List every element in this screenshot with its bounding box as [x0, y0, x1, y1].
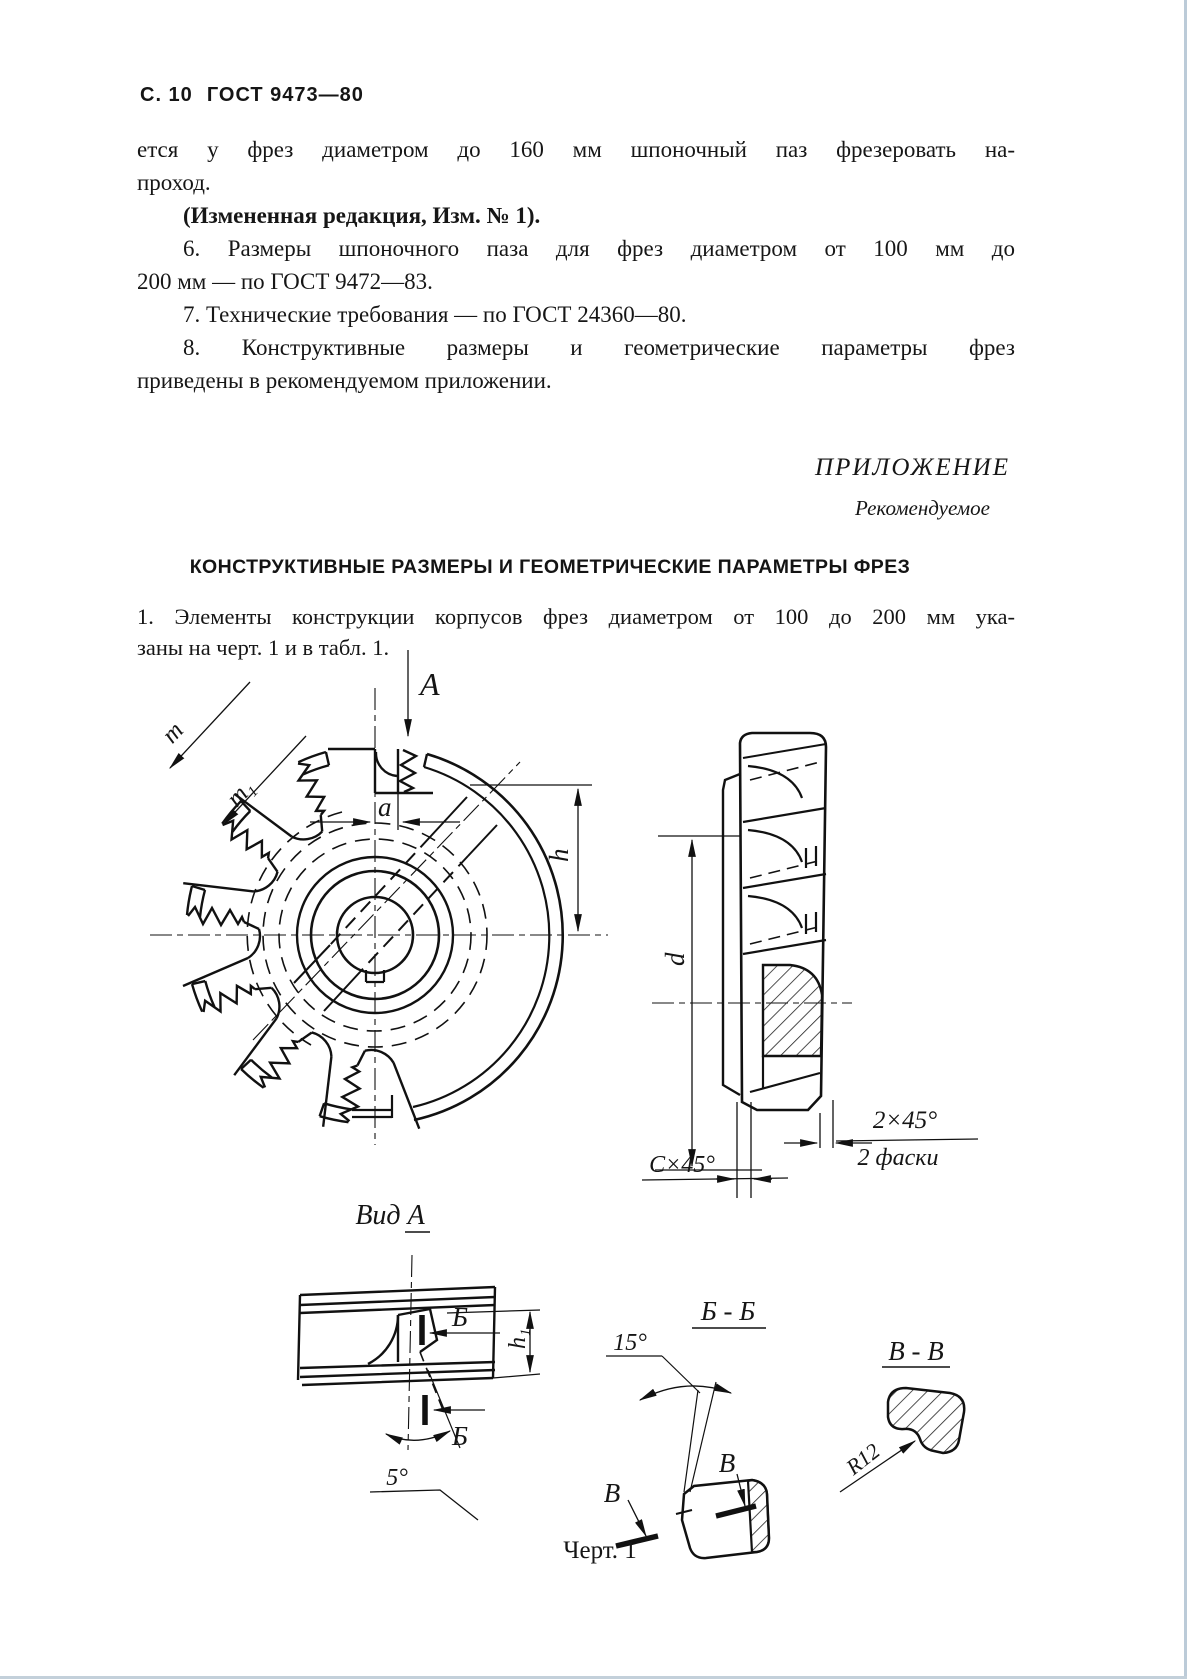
intro-line: 1. Элементы конструкции корпусов фрез диаметром от 100 до 200 мм ука- — [137, 604, 1015, 629]
appendix-subtitle: Рекомендуемое — [855, 496, 990, 520]
figure-caption: Черт. 1 — [563, 1537, 637, 1564]
section-bb-title: Б - Б — [700, 1296, 756, 1326]
appendix-title: ПРИЛОЖЕНИЕ — [815, 454, 1010, 481]
tooth-depth-label: h — [544, 848, 574, 862]
section-bb — [603, 1328, 769, 1558]
body-line: 8. Конструктивные размеры и геометрические параметры фрез — [183, 335, 1015, 360]
view-a — [298, 1232, 540, 1520]
amendment-note: (Измененная редакция, Изм. № 1). — [183, 203, 541, 228]
figure-chert-1 — [0, 640, 1187, 1600]
section-vv-title: В - В — [888, 1336, 944, 1366]
section-b-mark: Б — [452, 1302, 468, 1332]
chamfer-right-label: 2×45° — [872, 1107, 938, 1134]
pitch-label: m — [156, 716, 190, 749]
view-a-title: Вид А — [355, 1200, 425, 1231]
side-view — [652, 733, 852, 1110]
body-line: 7. Технические требования — по ГОСТ 24360—80. — [183, 302, 687, 327]
angle5-label: 5° — [386, 1465, 408, 1491]
section-heading: КОНСТРУКТИВНЫЕ РАЗМЕРЫ И ГЕОМЕТРИЧЕСКИЕ ПАРАМЕТРЫ ФРЕЗ — [189, 556, 911, 578]
body-line: 6. Размеры шпоночного паза для фрез диаметром от 100 мм до — [183, 236, 1015, 261]
section-v-mark: В — [718, 1448, 736, 1478]
chamfer-left-label: С×45° — [649, 1152, 715, 1178]
body-line: проход. — [137, 170, 211, 195]
section-v-mark: В — [603, 1478, 621, 1508]
chamfer-right-note: 2 фаски — [857, 1145, 939, 1171]
appendix-block — [815, 454, 1010, 521]
height1-label: h₁ — [505, 1328, 531, 1349]
body-line: приведены в рекомендуемом приложении. — [137, 368, 552, 393]
body-line: ется у фрез диаметром до 160 мм шпоночный паз фрезеровать на- — [137, 137, 1015, 162]
section-b-mark: Б — [452, 1421, 468, 1451]
pitch1-label: m₁ — [221, 774, 260, 813]
slot-width-label: a — [378, 792, 392, 822]
doc-number: ГОСТ 9473—80 — [206, 84, 364, 106]
radius-label: R12 — [841, 1438, 885, 1480]
page-header — [140, 84, 364, 107]
view-arrow-label: А — [420, 666, 440, 702]
body-text — [137, 133, 1015, 397]
angle15-label: 15° — [613, 1330, 647, 1356]
bore-label: d — [660, 952, 690, 966]
page-number-label: С. 10 — [140, 84, 193, 106]
intro-line: заны на черт. 1 и в табл. 1. — [137, 635, 390, 660]
body-line: 200 мм — по ГОСТ 9472—83. — [137, 269, 433, 294]
front-view — [150, 688, 608, 1145]
